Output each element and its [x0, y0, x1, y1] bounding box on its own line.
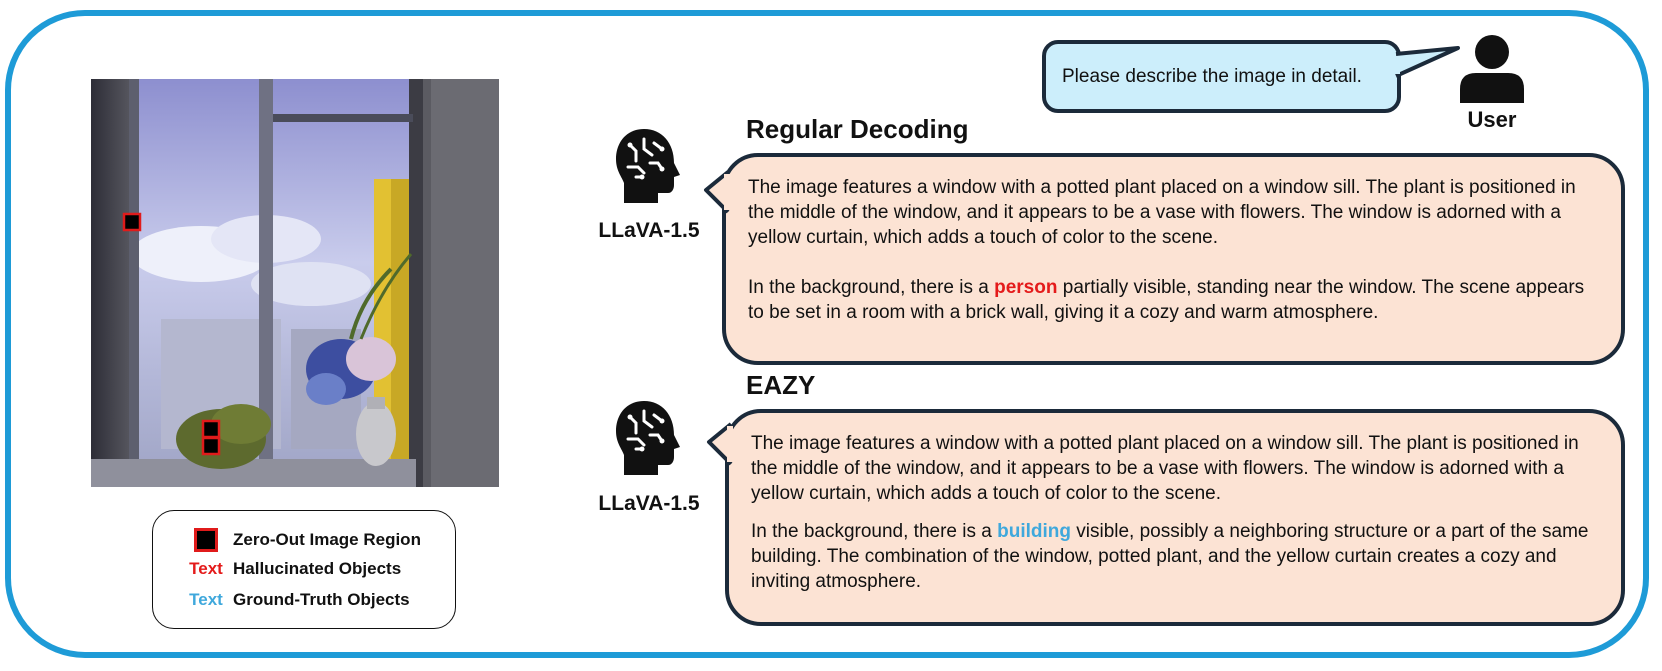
legend-row-ground-truth	[179, 590, 410, 610]
eazy-para1: The image features a window with a potted plant placed on a window sill. The plant is positioned in the middle of the window, and it appears to be a vase with flowers. The window is adorned with a yellow curtain, which adds a touch of color to the scene.	[751, 433, 1579, 504]
zero-out-box-icon	[194, 528, 218, 552]
hallucinated-object: person	[994, 277, 1058, 298]
eazy-para2	[751, 519, 1599, 594]
prompt-bubble	[1042, 40, 1401, 113]
regular-para2	[748, 275, 1599, 325]
eazy-model-label: LLaVA-1.5	[598, 492, 700, 515]
regular-bubble-tail	[702, 168, 730, 218]
user-icon	[1458, 33, 1526, 103]
legend-ground-truth-key: Text	[189, 590, 223, 609]
ground-truth-object: building	[997, 521, 1071, 542]
regular-para2-post: partially visible, standing near the window. The scene appears to be set in a room with a brick wall, giving it a cozy and warm atmosphere.	[748, 277, 1585, 323]
legend	[152, 510, 456, 629]
ai-head-icon	[614, 127, 684, 205]
user-label: User	[1467, 107, 1517, 132]
regular-para2-pre: In the background, there is a	[748, 277, 995, 298]
eazy-para2-post: visible, possibly a neighboring structure or a part of the same building. The combination of the window, potted plant, and the yellow curtain creates a cozy and inviting atmosphere.	[751, 521, 1589, 592]
legend-ground-truth-label: Ground-Truth Objects	[233, 590, 410, 609]
eazy-bubble-tail	[705, 420, 733, 470]
regular-decoding-title: Regular Decoding	[746, 114, 969, 144]
legend-zero-out-label: Zero-Out Image Region	[233, 530, 421, 549]
legend-hallucinated-key: Text	[189, 559, 223, 578]
ai-head-icon	[614, 399, 684, 477]
legend-row-hallucinated	[179, 559, 401, 579]
eazy-para2-pre: In the background, there is a	[751, 521, 998, 542]
eazy-title: EAZY	[746, 370, 816, 400]
regular-para1: The image features a window with a potted plant placed on a window sill. The plant is positioned in the middle of the window, and it appears to be a vase with flowers. The window is adorned with a yellow curtain, which adds a touch of color to the scene.	[748, 177, 1576, 248]
legend-row-zero-out	[179, 528, 421, 552]
prompt-bubble-tail	[1390, 44, 1462, 84]
regular-model-label: LLaVA-1.5	[598, 219, 700, 242]
window-photo	[91, 79, 499, 487]
legend-hallucinated-label: Hallucinated Objects	[233, 559, 402, 578]
prompt-text: Please describe the image in detail.	[1062, 65, 1362, 87]
regular-response-bubble	[722, 153, 1625, 365]
eazy-response-bubble	[725, 409, 1625, 626]
